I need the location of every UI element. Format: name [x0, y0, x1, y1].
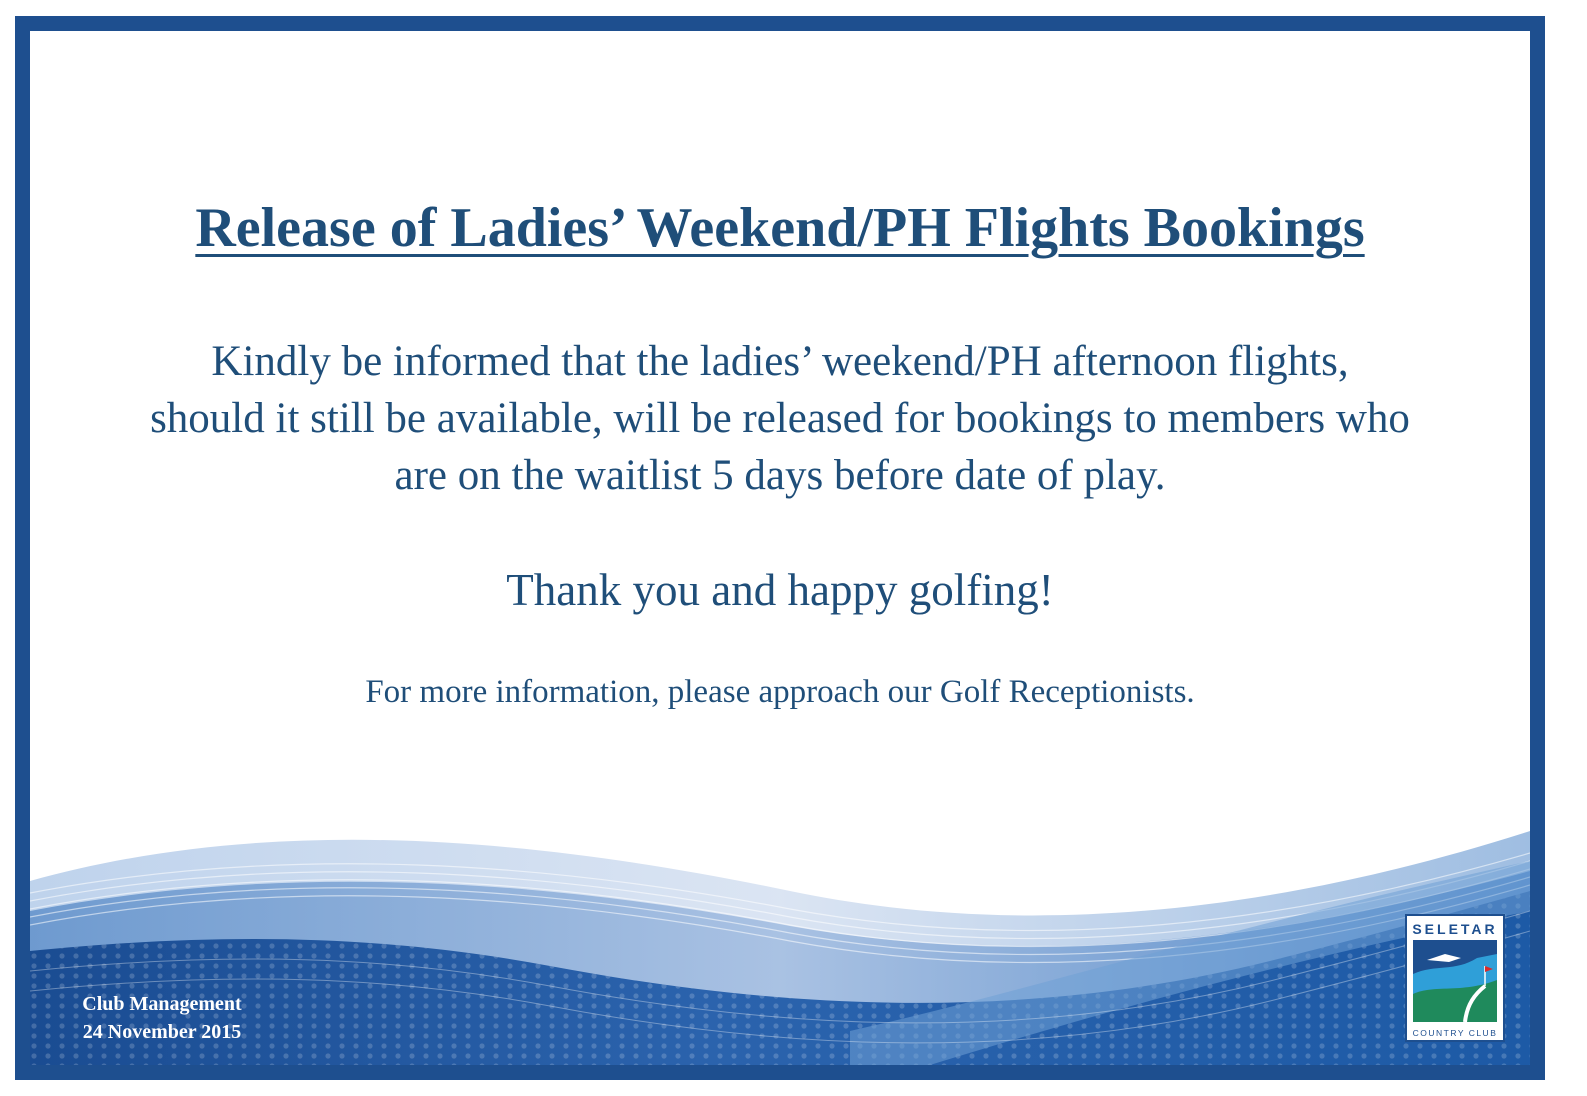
notice-body-line-3: are on the waitlist 5 days before date of play.: [394, 452, 1166, 499]
signature-date: 24 November 2015: [82, 1021, 242, 1043]
notice-body-line-2: should it still be available, will be released for bookings to members who: [150, 395, 1410, 442]
more-info-text: For more information, please approach our Golf Receptionists.: [365, 674, 1195, 710]
logo-bottom-text: COUNTRY CLUB: [1412, 1028, 1498, 1038]
notice-body-line-1: Kindly be informed that the ladies’ weekend/PH afternoon flights,: [211, 338, 1349, 385]
notice-title: Release of Ladies’ Weekend/PH Flights Bookings: [195, 197, 1365, 259]
wave-decoration: [30, 31, 1530, 1065]
signature-name: Club Management: [82, 993, 242, 1015]
logo-top-text: SELETAR: [1412, 921, 1498, 937]
blue-border-frame: [15, 16, 1545, 1080]
seletar-country-club-logo: [1405, 914, 1505, 1042]
thank-you-text: Thank you and happy golfing!: [506, 565, 1054, 615]
